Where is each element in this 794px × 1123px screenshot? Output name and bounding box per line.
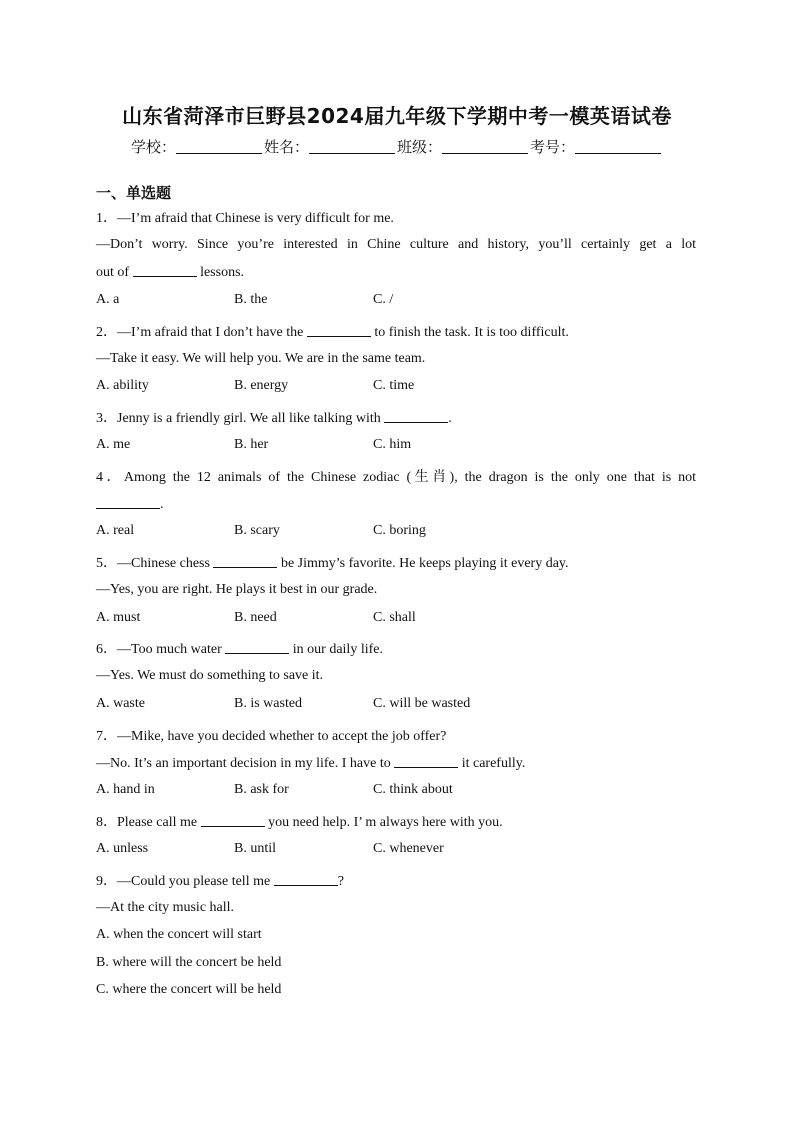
option-c: C. shall bbox=[373, 610, 416, 625]
question-2-line-1 bbox=[96, 321, 569, 341]
option-b: B. is wasted bbox=[234, 696, 303, 711]
option-b: B. the bbox=[234, 292, 268, 307]
option-a: A. me bbox=[96, 437, 131, 452]
question-3-text-b: . bbox=[448, 411, 452, 426]
question-1-text-b: lessons. bbox=[200, 265, 245, 280]
question-7-text-a: —No. It’s an important decision in my life. I have to bbox=[96, 756, 391, 771]
option-c: C. him bbox=[373, 437, 412, 452]
question-8-text-b: you need help. I’ m always here with you. bbox=[268, 815, 503, 830]
question-5-text-b: be Jimmy’s favorite. He keeps playing it every day. bbox=[280, 556, 569, 571]
question-6-line-1 bbox=[96, 638, 383, 658]
question-3-text-a: 3．Jenny is a friendly girl. We all like talking with bbox=[96, 411, 381, 426]
question-7-line-1: 7．—Mike, have you decided whether to accept the job offer? bbox=[96, 729, 447, 744]
number-label: 考号： bbox=[530, 138, 576, 156]
question-6-line-2: —Yes. We must do something to save it. bbox=[96, 668, 324, 683]
option-a: A. waste bbox=[96, 696, 145, 711]
option-c: C. boring bbox=[373, 523, 426, 538]
question-8-text-a: 8．Please call me bbox=[96, 815, 198, 830]
answer-blank bbox=[96, 496, 160, 509]
answer-blank bbox=[384, 410, 448, 423]
option-b: B. scary bbox=[234, 523, 280, 538]
question-5-text-a: 5．—Chinese chess bbox=[96, 556, 210, 571]
answer-blank bbox=[394, 755, 458, 768]
question-1-line-1: 1．—I’m afraid that Chinese is very difficult for me. bbox=[96, 211, 394, 226]
question-9-line-1 bbox=[96, 870, 344, 890]
question-1-line-3 bbox=[96, 264, 244, 281]
school-label: 学校： bbox=[130, 138, 176, 156]
question-1-line-2: —Don’t worry. Since you’re interested in Chine culture and history, you’ll certainly get a lot bbox=[96, 237, 696, 252]
question-4-line-2 bbox=[96, 496, 164, 513]
class-blank[interactable] bbox=[442, 139, 528, 154]
option-c: C. will be wasted bbox=[373, 696, 471, 711]
answer-blank bbox=[274, 873, 338, 886]
question-2-text-a: 2．—I’m afraid that I don’t have the bbox=[96, 325, 304, 340]
option-c: C. think about bbox=[373, 782, 453, 797]
question-4-text-b: . bbox=[160, 497, 164, 512]
question-4-line-1: 4．Among the 12 animals of the Chinese zodiac (生肖), the dragon is the only one that is not bbox=[96, 470, 696, 485]
question-3-line-1 bbox=[96, 407, 452, 427]
option-c: C. whenever bbox=[373, 841, 444, 856]
question-6-text-b: in our daily life. bbox=[292, 642, 383, 657]
option-b: B. energy bbox=[234, 378, 289, 393]
option-a: A. unless bbox=[96, 841, 149, 856]
answer-blank bbox=[213, 555, 277, 568]
question-5-line-1 bbox=[96, 552, 569, 572]
question-1-text-a: out of bbox=[96, 265, 130, 280]
option-b: B. ask for bbox=[234, 782, 289, 797]
school-blank[interactable] bbox=[176, 139, 262, 154]
class-label: 班级： bbox=[397, 138, 443, 156]
option-a: A. real bbox=[96, 523, 135, 538]
option-b: B. where will the concert be held bbox=[96, 955, 282, 970]
question-5-line-2: —Yes, you are right. He plays it best in our grade. bbox=[96, 582, 378, 597]
name-label: 姓名： bbox=[263, 138, 309, 156]
answer-blank bbox=[225, 641, 289, 654]
question-9-text-a: 9．—Could you please tell me bbox=[96, 874, 271, 889]
option-a: A. must bbox=[96, 610, 141, 625]
question-7-text-b: it carefully. bbox=[461, 756, 526, 771]
number-blank[interactable] bbox=[575, 139, 661, 154]
option-c: C. / bbox=[373, 292, 394, 307]
option-a: A. ability bbox=[96, 378, 149, 393]
option-c: C. time bbox=[373, 378, 415, 393]
question-9-text-b: ? bbox=[337, 874, 344, 889]
name-blank[interactable] bbox=[309, 139, 395, 154]
option-c: C. where the concert will be held bbox=[96, 982, 282, 997]
exam-title: 山东省菏泽市巨野县2024届九年级下学期中考一模英语试卷 bbox=[122, 104, 672, 128]
section-title: 一、单选题 bbox=[96, 184, 172, 202]
option-b: B. until bbox=[234, 841, 277, 856]
question-2-text-b: to finish the task. It is too difficult. bbox=[374, 325, 569, 340]
student-info-row bbox=[0, 136, 794, 157]
question-7-line-2 bbox=[96, 755, 525, 772]
question-8-line-1 bbox=[96, 811, 503, 831]
option-b: B. her bbox=[234, 437, 269, 452]
question-6-text-a: 6．—Too much water bbox=[96, 642, 222, 657]
option-b: B. need bbox=[234, 610, 277, 625]
answer-blank bbox=[307, 324, 371, 337]
option-a: A. a bbox=[96, 292, 120, 307]
answer-blank bbox=[201, 814, 265, 827]
option-a: A. hand in bbox=[96, 782, 155, 797]
option-a: A. when the concert will start bbox=[96, 927, 262, 942]
answer-blank bbox=[133, 264, 197, 277]
question-2-line-2: —Take it easy. We will help you. We are in the same team. bbox=[96, 351, 426, 366]
question-9-line-2: —At the city music hall. bbox=[96, 900, 235, 915]
